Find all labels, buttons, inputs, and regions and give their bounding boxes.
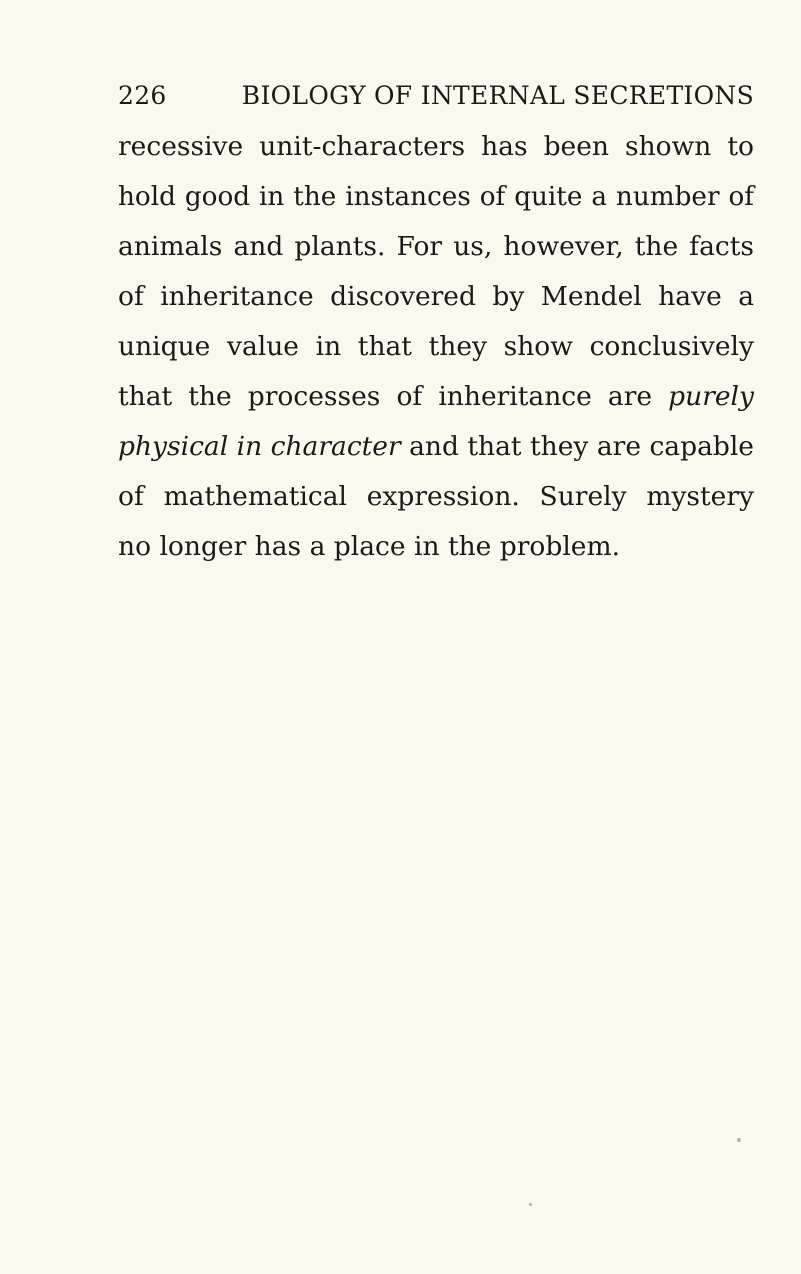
- italic-phrase: purely: [668, 381, 754, 412]
- text-line-3: animals and plants. For us, however, the facts: [118, 231, 754, 262]
- text-line-2: hold good in the instances of quite a number of: [118, 182, 754, 212]
- text-line-7: physical in character and that they are capable: [118, 431, 754, 462]
- text-line-6: that the processes of inheritance are purely: [118, 381, 754, 412]
- paper-speck: [737, 1138, 741, 1142]
- text-line-5: unique value in that they show conclusively: [118, 331, 754, 362]
- page-number: 226: [118, 81, 167, 110]
- paper-speck: [529, 1203, 532, 1206]
- text-line-9: no longer has a place in the problem.: [118, 531, 621, 562]
- text-line-4: of inheritance discovered by Mendel have a: [118, 281, 754, 312]
- body-paragraph: [118, 122, 754, 572]
- running-head: [118, 76, 754, 116]
- text-line-1: recessive unit-characters has been shown to: [118, 131, 754, 162]
- running-title: BIOLOGY OF INTERNAL SECRETIONS: [241, 81, 754, 110]
- text-line-8: of mathematical expression. Surely mystery: [118, 481, 754, 512]
- italic-phrase: physical in character: [118, 431, 401, 462]
